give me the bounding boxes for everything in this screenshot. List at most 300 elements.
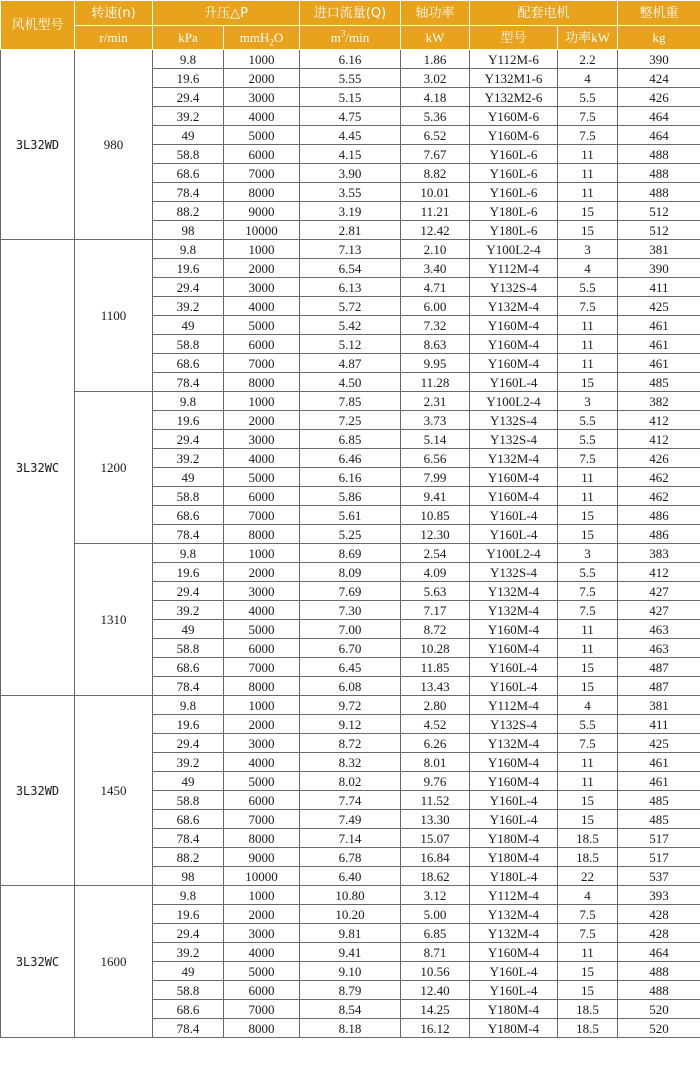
unit-kw: kW (401, 26, 470, 50)
flow-cell: 7.00 (300, 620, 401, 639)
weight-cell: 486 (618, 506, 700, 525)
pressure-kpa-cell: 58.8 (153, 335, 224, 354)
motor-type-cell: Y180M-4 (470, 848, 558, 867)
weight-cell: 411 (618, 278, 700, 297)
pressure-mmh2o-cell: 4000 (224, 943, 300, 962)
motor-power-cell: 11 (558, 183, 618, 202)
pressure-mmh2o-cell: 3000 (224, 278, 300, 297)
pressure-kpa-cell: 49 (153, 468, 224, 487)
flow-cell: 5.25 (300, 525, 401, 544)
table-row (1, 392, 700, 411)
table-body (1, 50, 700, 1038)
weight-cell: 382 (618, 392, 700, 411)
col-fan-model: 风机型号 (1, 1, 75, 50)
fan-model-cell: 3L32WD (1, 50, 75, 240)
motor-type-cell: Y100L2-4 (470, 544, 558, 563)
weight-cell: 425 (618, 297, 700, 316)
pressure-kpa-cell: 58.8 (153, 639, 224, 658)
motor-power-cell: 5.5 (558, 278, 618, 297)
weight-cell: 487 (618, 677, 700, 696)
pressure-mmh2o-cell: 2000 (224, 69, 300, 88)
flow-cell: 6.46 (300, 449, 401, 468)
motor-type-cell: Y132M-4 (470, 924, 558, 943)
pressure-kpa-cell: 39.2 (153, 107, 224, 126)
motor-power-cell: 7.5 (558, 905, 618, 924)
motor-type-cell: Y160L-4 (470, 373, 558, 392)
motor-type-cell: Y132S-4 (470, 430, 558, 449)
motor-type-cell: Y160M-4 (470, 335, 558, 354)
pressure-mmh2o-cell: 8000 (224, 1019, 300, 1038)
unit-speed: r/min (75, 26, 153, 50)
pressure-mmh2o-cell: 3000 (224, 88, 300, 107)
unit-flow (300, 26, 401, 50)
motor-type-cell: Y132S-4 (470, 715, 558, 734)
shaft-power-cell: 1.86 (401, 50, 470, 69)
table-row (1, 886, 700, 905)
weight-cell: 462 (618, 487, 700, 506)
pressure-mmh2o-cell: 1000 (224, 392, 300, 411)
shaft-power-cell: 7.67 (401, 145, 470, 164)
unit-flow-tail: /min (345, 30, 370, 45)
motor-type-cell: Y160M-4 (470, 468, 558, 487)
pressure-mmh2o-cell: 2000 (224, 259, 300, 278)
pressure-kpa-cell: 78.4 (153, 829, 224, 848)
col-motor: 配套电机 (470, 1, 618, 26)
flow-cell: 9.81 (300, 924, 401, 943)
motor-power-cell: 15 (558, 373, 618, 392)
flow-cell: 6.13 (300, 278, 401, 297)
flow-cell: 7.69 (300, 582, 401, 601)
fan-model-cell: 3L32WC (1, 886, 75, 1038)
motor-power-cell: 22 (558, 867, 618, 886)
shaft-power-cell: 5.00 (401, 905, 470, 924)
motor-type-cell: Y160M-4 (470, 620, 558, 639)
motor-power-cell: 18.5 (558, 1019, 618, 1038)
pressure-mmh2o-cell: 6000 (224, 487, 300, 506)
motor-type-header: 型号 (470, 26, 558, 50)
flow-cell: 5.86 (300, 487, 401, 506)
motor-type-cell: Y132M-4 (470, 734, 558, 753)
motor-type-cell: Y100L2-4 (470, 240, 558, 259)
motor-power-cell: 3 (558, 544, 618, 563)
pressure-mmh2o-cell: 1000 (224, 886, 300, 905)
shaft-power-cell: 9.76 (401, 772, 470, 791)
flow-cell: 5.55 (300, 69, 401, 88)
flow-cell: 9.10 (300, 962, 401, 981)
header-row-units (1, 26, 700, 50)
motor-power-cell: 4 (558, 259, 618, 278)
weight-cell: 428 (618, 905, 700, 924)
weight-cell: 488 (618, 981, 700, 1000)
pressure-mmh2o-cell: 2000 (224, 411, 300, 430)
weight-cell: 463 (618, 620, 700, 639)
motor-type-cell: Y160L-6 (470, 183, 558, 202)
shaft-power-cell: 12.42 (401, 221, 470, 240)
weight-cell: 412 (618, 563, 700, 582)
motor-power-cell: 2.2 (558, 50, 618, 69)
weight-cell: 517 (618, 848, 700, 867)
weight-cell: 517 (618, 829, 700, 848)
pressure-kpa-cell: 58.8 (153, 791, 224, 810)
flow-cell: 5.61 (300, 506, 401, 525)
motor-type-cell: Y160L-6 (470, 164, 558, 183)
shaft-power-cell: 13.43 (401, 677, 470, 696)
motor-type-cell: Y132S-4 (470, 411, 558, 430)
pressure-mmh2o-cell: 10000 (224, 221, 300, 240)
pressure-mmh2o-cell: 4000 (224, 107, 300, 126)
pressure-mmh2o-cell: 1000 (224, 50, 300, 69)
motor-type-cell: Y180L-6 (470, 221, 558, 240)
shaft-power-cell: 11.21 (401, 202, 470, 221)
motor-type-cell: Y112M-6 (470, 50, 558, 69)
motor-power-cell: 15 (558, 506, 618, 525)
weight-cell: 485 (618, 791, 700, 810)
shaft-power-cell: 8.01 (401, 753, 470, 772)
weight-cell: 520 (618, 1000, 700, 1019)
pressure-mmh2o-cell: 7000 (224, 354, 300, 373)
motor-power-cell: 11 (558, 468, 618, 487)
shaft-power-cell: 2.31 (401, 392, 470, 411)
motor-power-cell: 18.5 (558, 848, 618, 867)
unit-mmh2o-tail: O (273, 30, 284, 45)
weight-cell: 512 (618, 202, 700, 221)
motor-power-cell: 11 (558, 772, 618, 791)
weight-cell: 461 (618, 335, 700, 354)
shaft-power-cell: 10.28 (401, 639, 470, 658)
motor-type-cell: Y160L-4 (470, 677, 558, 696)
motor-power-cell: 5.5 (558, 563, 618, 582)
motor-power-cell: 15 (558, 810, 618, 829)
motor-type-cell: Y160L-4 (470, 791, 558, 810)
motor-type-cell: Y160M-4 (470, 639, 558, 658)
pressure-mmh2o-cell: 7000 (224, 658, 300, 677)
pressure-mmh2o-cell: 8000 (224, 677, 300, 696)
weight-cell: 461 (618, 354, 700, 373)
shaft-power-cell: 8.82 (401, 164, 470, 183)
unit-kg: kg (618, 26, 700, 50)
weight-cell: 412 (618, 411, 700, 430)
flow-cell: 8.32 (300, 753, 401, 772)
speed-cell: 1100 (75, 240, 153, 392)
weight-cell: 426 (618, 449, 700, 468)
pressure-kpa-cell: 39.2 (153, 449, 224, 468)
table-row (1, 240, 700, 259)
motor-power-cell: 11 (558, 316, 618, 335)
motor-power-cell: 7.5 (558, 924, 618, 943)
pressure-mmh2o-cell: 5000 (224, 126, 300, 145)
pressure-mmh2o-cell: 5000 (224, 772, 300, 791)
speed-cell: 1450 (75, 696, 153, 886)
flow-cell: 6.85 (300, 430, 401, 449)
flow-cell: 10.20 (300, 905, 401, 924)
motor-power-cell: 11 (558, 639, 618, 658)
weight-cell: 424 (618, 69, 700, 88)
motor-power-cell: 18.5 (558, 829, 618, 848)
pressure-kpa-cell: 19.6 (153, 715, 224, 734)
flow-cell: 9.72 (300, 696, 401, 715)
pressure-mmh2o-cell: 4000 (224, 601, 300, 620)
motor-power-header: 功率kW (558, 26, 618, 50)
flow-cell: 9.12 (300, 715, 401, 734)
pressure-mmh2o-cell: 3000 (224, 430, 300, 449)
motor-type-cell: Y160L-4 (470, 810, 558, 829)
motor-type-cell: Y180M-4 (470, 1000, 558, 1019)
pressure-kpa-cell: 39.2 (153, 943, 224, 962)
flow-cell: 7.25 (300, 411, 401, 430)
flow-cell: 6.16 (300, 50, 401, 69)
pressure-kpa-cell: 29.4 (153, 582, 224, 601)
flow-cell: 9.41 (300, 943, 401, 962)
pressure-kpa-cell: 58.8 (153, 145, 224, 164)
weight-cell: 393 (618, 886, 700, 905)
pressure-mmh2o-cell: 3000 (224, 924, 300, 943)
motor-power-cell: 5.5 (558, 715, 618, 734)
col-flow: 进口流量(Q) (300, 1, 401, 26)
weight-cell: 412 (618, 430, 700, 449)
motor-power-cell: 4 (558, 886, 618, 905)
speed-cell: 1310 (75, 544, 153, 696)
shaft-power-cell: 2.80 (401, 696, 470, 715)
shaft-power-cell: 6.00 (401, 297, 470, 316)
shaft-power-cell: 6.26 (401, 734, 470, 753)
flow-cell: 8.02 (300, 772, 401, 791)
pressure-mmh2o-cell: 7000 (224, 810, 300, 829)
header-row-primary (1, 1, 700, 26)
shaft-power-cell: 5.14 (401, 430, 470, 449)
flow-cell: 3.19 (300, 202, 401, 221)
motor-type-cell: Y160L-6 (470, 145, 558, 164)
pressure-kpa-cell: 29.4 (153, 734, 224, 753)
motor-type-cell: Y160M-4 (470, 943, 558, 962)
col-pressure: 升压△P (153, 1, 300, 26)
motor-power-cell: 5.5 (558, 411, 618, 430)
pressure-mmh2o-cell: 8000 (224, 829, 300, 848)
motor-power-cell: 11 (558, 354, 618, 373)
weight-cell: 464 (618, 943, 700, 962)
weight-cell: 488 (618, 164, 700, 183)
motor-type-cell: Y160L-4 (470, 525, 558, 544)
shaft-power-cell: 10.01 (401, 183, 470, 202)
flow-cell: 3.90 (300, 164, 401, 183)
col-shaft-power: 轴功率 (401, 1, 470, 26)
flow-cell: 6.70 (300, 639, 401, 658)
flow-cell: 5.72 (300, 297, 401, 316)
shaft-power-cell: 12.30 (401, 525, 470, 544)
motor-power-cell: 7.5 (558, 582, 618, 601)
flow-cell: 7.49 (300, 810, 401, 829)
motor-power-cell: 7.5 (558, 601, 618, 620)
motor-type-cell: Y160M-6 (470, 126, 558, 145)
pressure-mmh2o-cell: 10000 (224, 867, 300, 886)
motor-type-cell: Y160M-4 (470, 487, 558, 506)
shaft-power-cell: 7.99 (401, 468, 470, 487)
weight-cell: 488 (618, 145, 700, 164)
weight-cell: 381 (618, 696, 700, 715)
fan-model-cell: 3L32WD (1, 696, 75, 886)
weight-cell: 461 (618, 316, 700, 335)
pressure-mmh2o-cell: 5000 (224, 962, 300, 981)
flow-cell: 6.08 (300, 677, 401, 696)
pressure-mmh2o-cell: 6000 (224, 335, 300, 354)
motor-power-cell: 4 (558, 69, 618, 88)
motor-power-cell: 15 (558, 202, 618, 221)
pressure-mmh2o-cell: 6000 (224, 145, 300, 164)
flow-cell: 8.72 (300, 734, 401, 753)
flow-cell: 7.85 (300, 392, 401, 411)
pressure-mmh2o-cell: 9000 (224, 848, 300, 867)
weight-cell: 411 (618, 715, 700, 734)
pressure-kpa-cell: 58.8 (153, 487, 224, 506)
weight-cell: 461 (618, 772, 700, 791)
motor-type-cell: Y132M-4 (470, 582, 558, 601)
pressure-kpa-cell: 39.2 (153, 297, 224, 316)
unit-kpa: kPa (153, 26, 224, 50)
pressure-mmh2o-cell: 3000 (224, 734, 300, 753)
pressure-mmh2o-cell: 8000 (224, 373, 300, 392)
flow-cell: 6.45 (300, 658, 401, 677)
shaft-power-cell: 4.71 (401, 278, 470, 297)
pressure-kpa-cell: 88.2 (153, 202, 224, 221)
flow-cell: 4.50 (300, 373, 401, 392)
flow-cell: 6.40 (300, 867, 401, 886)
motor-power-cell: 18.5 (558, 1000, 618, 1019)
weight-cell: 462 (618, 468, 700, 487)
pressure-mmh2o-cell: 4000 (224, 297, 300, 316)
pressure-kpa-cell: 68.6 (153, 658, 224, 677)
pressure-kpa-cell: 9.8 (153, 50, 224, 69)
col-speed: 转速(n) (75, 1, 153, 26)
motor-power-cell: 5.5 (558, 88, 618, 107)
flow-cell: 10.80 (300, 886, 401, 905)
flow-cell: 3.55 (300, 183, 401, 202)
motor-power-cell: 11 (558, 620, 618, 639)
weight-cell: 428 (618, 924, 700, 943)
pressure-kpa-cell: 39.2 (153, 753, 224, 772)
motor-type-cell: Y180M-4 (470, 1019, 558, 1038)
pressure-kpa-cell: 68.6 (153, 164, 224, 183)
table-header (1, 1, 700, 50)
unit-mmh2o-sub: 2 (269, 37, 274, 48)
pressure-kpa-cell: 78.4 (153, 183, 224, 202)
weight-cell: 464 (618, 107, 700, 126)
shaft-power-cell: 3.12 (401, 886, 470, 905)
pressure-kpa-cell: 9.8 (153, 392, 224, 411)
motor-type-cell: Y132M-4 (470, 601, 558, 620)
unit-flow-sup: 3 (340, 28, 346, 39)
pressure-mmh2o-cell: 9000 (224, 202, 300, 221)
pressure-kpa-cell: 19.6 (153, 69, 224, 88)
weight-cell: 381 (618, 240, 700, 259)
shaft-power-cell: 7.32 (401, 316, 470, 335)
pressure-kpa-cell: 68.6 (153, 354, 224, 373)
pressure-kpa-cell: 88.2 (153, 848, 224, 867)
shaft-power-cell: 2.54 (401, 544, 470, 563)
fan-model-cell: 3L32WC (1, 240, 75, 696)
motor-type-cell: Y180L-4 (470, 867, 558, 886)
pressure-kpa-cell: 19.6 (153, 563, 224, 582)
motor-power-cell: 15 (558, 791, 618, 810)
weight-cell: 425 (618, 734, 700, 753)
flow-cell: 7.13 (300, 240, 401, 259)
shaft-power-cell: 11.85 (401, 658, 470, 677)
shaft-power-cell: 10.56 (401, 962, 470, 981)
motor-type-cell: Y132M2-6 (470, 88, 558, 107)
pressure-mmh2o-cell: 1000 (224, 240, 300, 259)
flow-cell: 2.81 (300, 221, 401, 240)
flow-cell: 8.18 (300, 1019, 401, 1038)
pressure-kpa-cell: 68.6 (153, 1000, 224, 1019)
motor-type-cell: Y132M1-6 (470, 69, 558, 88)
shaft-power-cell: 4.18 (401, 88, 470, 107)
shaft-power-cell: 11.52 (401, 791, 470, 810)
flow-cell: 6.54 (300, 259, 401, 278)
pressure-mmh2o-cell: 5000 (224, 620, 300, 639)
table-row (1, 50, 700, 69)
motor-power-cell: 15 (558, 677, 618, 696)
shaft-power-cell: 9.41 (401, 487, 470, 506)
weight-cell: 464 (618, 126, 700, 145)
speed-cell: 1200 (75, 392, 153, 544)
motor-power-cell: 15 (558, 962, 618, 981)
motor-power-cell: 15 (558, 221, 618, 240)
pressure-kpa-cell: 29.4 (153, 430, 224, 449)
weight-cell: 488 (618, 962, 700, 981)
motor-power-cell: 7.5 (558, 297, 618, 316)
pressure-mmh2o-cell: 7000 (224, 506, 300, 525)
pressure-kpa-cell: 68.6 (153, 810, 224, 829)
pressure-mmh2o-cell: 1000 (224, 696, 300, 715)
pressure-kpa-cell: 9.8 (153, 240, 224, 259)
pressure-kpa-cell: 19.6 (153, 411, 224, 430)
pressure-mmh2o-cell: 8000 (224, 525, 300, 544)
flow-cell: 6.16 (300, 468, 401, 487)
shaft-power-cell: 2.10 (401, 240, 470, 259)
motor-type-cell: Y160M-6 (470, 107, 558, 126)
col-weight: 整机重 (618, 1, 700, 26)
weight-cell: 485 (618, 810, 700, 829)
shaft-power-cell: 10.85 (401, 506, 470, 525)
pressure-mmh2o-cell: 2000 (224, 905, 300, 924)
pressure-kpa-cell: 9.8 (153, 544, 224, 563)
shaft-power-cell: 11.28 (401, 373, 470, 392)
motor-type-cell: Y100L2-4 (470, 392, 558, 411)
pressure-kpa-cell: 9.8 (153, 696, 224, 715)
shaft-power-cell: 4.52 (401, 715, 470, 734)
pressure-mmh2o-cell: 5000 (224, 468, 300, 487)
unit-mmh2o-base: mmH (239, 30, 270, 45)
shaft-power-cell: 18.62 (401, 867, 470, 886)
weight-cell: 427 (618, 582, 700, 601)
flow-cell: 4.87 (300, 354, 401, 373)
weight-cell: 390 (618, 50, 700, 69)
pressure-mmh2o-cell: 7000 (224, 164, 300, 183)
weight-cell: 537 (618, 867, 700, 886)
motor-power-cell: 11 (558, 943, 618, 962)
flow-cell: 4.45 (300, 126, 401, 145)
pressure-mmh2o-cell: 6000 (224, 791, 300, 810)
flow-cell: 5.42 (300, 316, 401, 335)
flow-cell: 4.75 (300, 107, 401, 126)
pressure-kpa-cell: 78.4 (153, 373, 224, 392)
weight-cell: 426 (618, 88, 700, 107)
pressure-kpa-cell: 29.4 (153, 88, 224, 107)
flow-cell: 8.54 (300, 1000, 401, 1019)
motor-type-cell: Y160M-4 (470, 354, 558, 373)
motor-type-cell: Y132M-4 (470, 297, 558, 316)
pressure-kpa-cell: 58.8 (153, 981, 224, 1000)
speed-cell: 1600 (75, 886, 153, 1038)
motor-type-cell: Y160L-4 (470, 981, 558, 1000)
